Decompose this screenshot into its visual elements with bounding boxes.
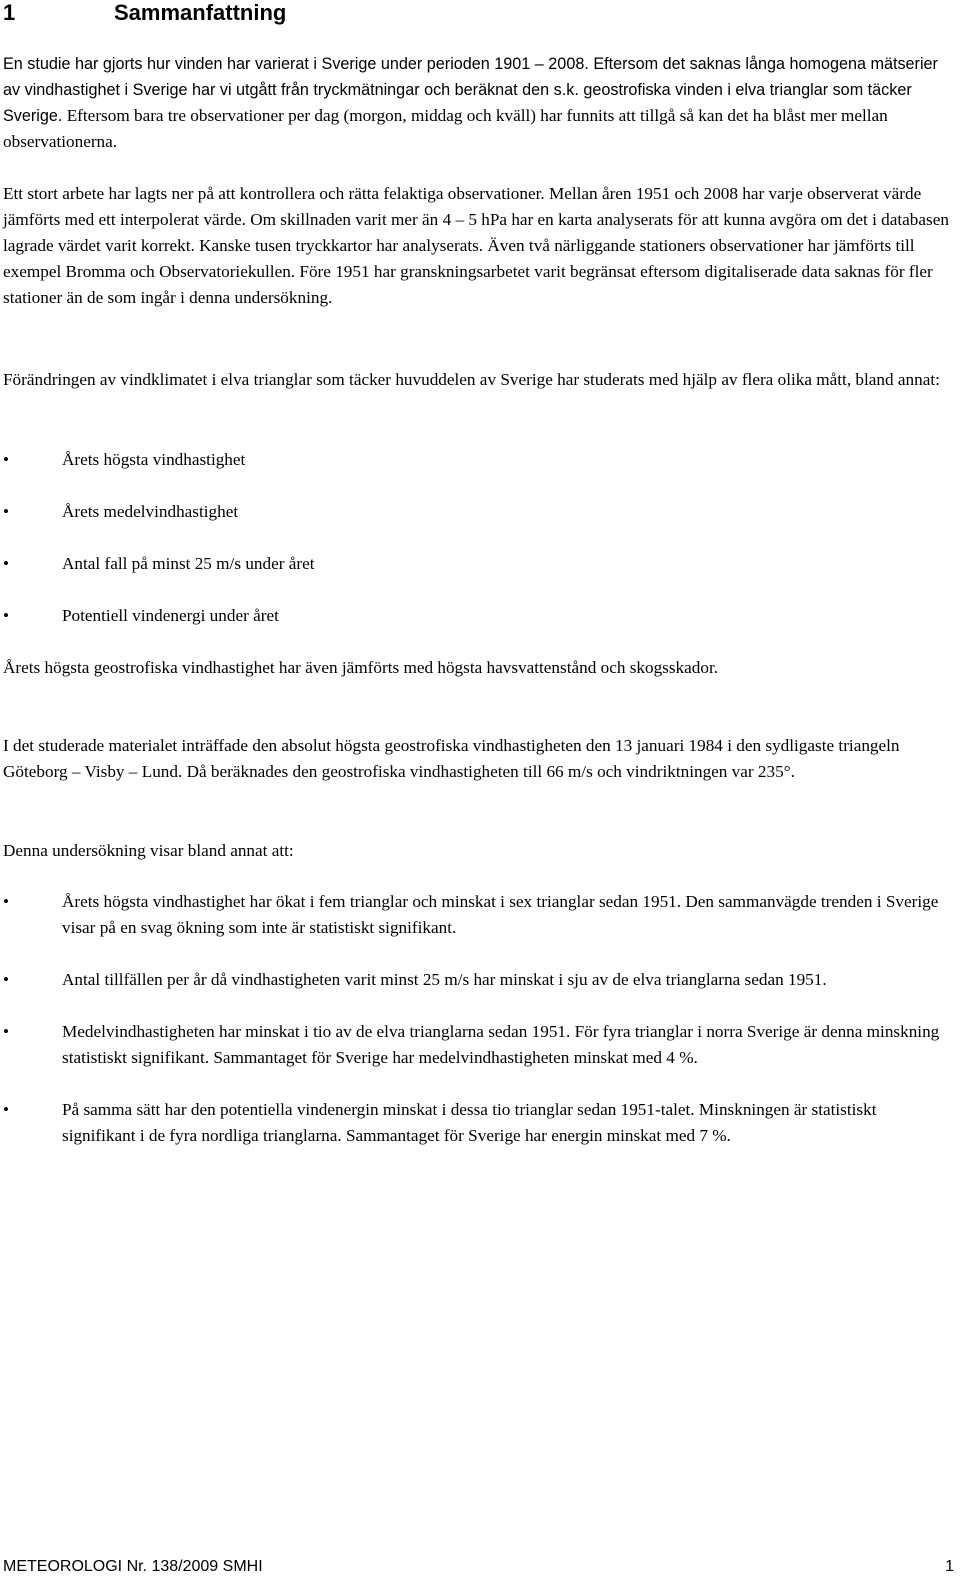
quality-control-paragraph: Ett stort arbete har lagts ner på att kontrollera och rätta felaktiga observationer. Mellan åren 1951 och 2008 har varje observerat värde jämförts med ett interpolerat värde. Om skillnaden varit mer än 4 – 5 hPa har en karta analyserats för att kunna avgöra om det i databasen lagrade värdet varit korrekt. Kanske tusen tryckkartor har analyserats. Även två närliggande stationers observationer har jämförts till exempel Bromma och Observatoriekullen. Före 1951 har granskningsarbetet varit begränsat eftersom digitaliserade data saknas för fler stationer än de som ingår i denna undersökning. <box>3 184 949 307</box>
measure-item <box>3 551 953 577</box>
finding-item-text: På samma sätt har den potentiella vindenergin minskat i dessa tio trianglar sedan 1951-talet. Minskningen är statistiskt signifikant i de fyra nordliga trianglarna. Sammantaget för Sverige har energin minskat med 7 %. <box>62 1100 877 1145</box>
bullet-icon: • <box>3 1022 10 1041</box>
measure-item <box>3 499 953 525</box>
bullet-icon: • <box>3 892 10 911</box>
measure-item-text: Årets högsta vindhastighet <box>62 450 246 469</box>
measures-list <box>3 447 953 629</box>
bullet-icon: • <box>3 554 10 573</box>
method-paragraph: Förändringen av vindklimatet i elva trianglar som täcker huvuddelen av Sverige har studerats med hjälp av flera olika mått, bland annat: <box>3 370 940 389</box>
measure-item <box>3 447 953 473</box>
section-number: 1 <box>3 0 16 25</box>
measure-item-text: Antal fall på minst 25 m/s under året <box>62 554 315 573</box>
bullet-icon: • <box>3 502 10 521</box>
intro-text-serif: Eftersom bara tre observationer per dag (morgon, middag och kväll) har funnits att tillgå så kan det ha blåst mer mellan observationerna. <box>3 106 888 151</box>
bullet-icon: • <box>3 1100 10 1119</box>
intro-paragraph <box>3 51 953 155</box>
extreme-event-paragraph: I det studerade materialet inträffade den absolut högsta geostrofiska vindhastigheten den 13 januari 1984 i den sydligaste triangeln Göteborg – Visby – Lund. Då beräknades den geostrofiska vindhastigheten till 66 m/s och vindriktningen var 235°. <box>3 736 900 781</box>
section-title: Sammanfattning <box>114 0 287 25</box>
finding-item <box>3 889 953 941</box>
finding-item <box>3 967 953 993</box>
measure-item-text: Potentiell vindenergi under året <box>62 606 279 625</box>
footer-publication: METEOROLOGI Nr. 138/2009 SMHI <box>3 1558 263 1575</box>
bullet-icon: • <box>3 450 10 469</box>
finding-item <box>3 1097 953 1149</box>
measure-item <box>3 603 953 629</box>
measure-item-text: Årets medelvindhastighet <box>62 502 239 521</box>
page-number: 1 <box>945 1558 954 1575</box>
findings-intro: Denna undersökning visar bland annat att: <box>3 841 294 860</box>
section-heading <box>3 0 286 26</box>
bullet-icon: • <box>3 970 10 989</box>
intro-text-sans: En studie har gjorts hur vinden har varierat i Sverige under perioden 1901 – 2008. Eftersom det saknas långa homogena mätserier av vindhastighet i Sverige har vi utgått från tryckmätningar och beräknat den s.k. geostrofiska vinden i elva trianglar som täcker Sverige. <box>3 55 938 125</box>
finding-item-text: Medelvindhastigheten har minskat i tio av de elva trianglarna sedan 1951. För fyra trianglar i norra Sverige är denna minskning statistiskt signifikant. Sammantaget för Sverige har medelvindhastigheten minskat med 4 %. <box>62 1022 940 1067</box>
finding-item <box>3 1019 953 1071</box>
finding-item-text: Årets högsta vindhastighet har ökat i fem trianglar och minskat i sex trianglar sedan 1951. Den sammanvägde trenden i Sverige visar på en svag ökning som inte är statistiskt signifikant. <box>62 892 939 937</box>
bullet-icon: • <box>3 606 10 625</box>
findings-list <box>3 889 953 1149</box>
comparison-paragraph: Årets högsta geostrofiska vindhastighet har även jämförts med högsta havsvattenstånd och skogsskador. <box>3 658 719 677</box>
finding-item-text: Antal tillfällen per år då vindhastigheten varit minst 25 m/s har minskat i sju av de elva trianglarna sedan 1951. <box>62 970 827 989</box>
